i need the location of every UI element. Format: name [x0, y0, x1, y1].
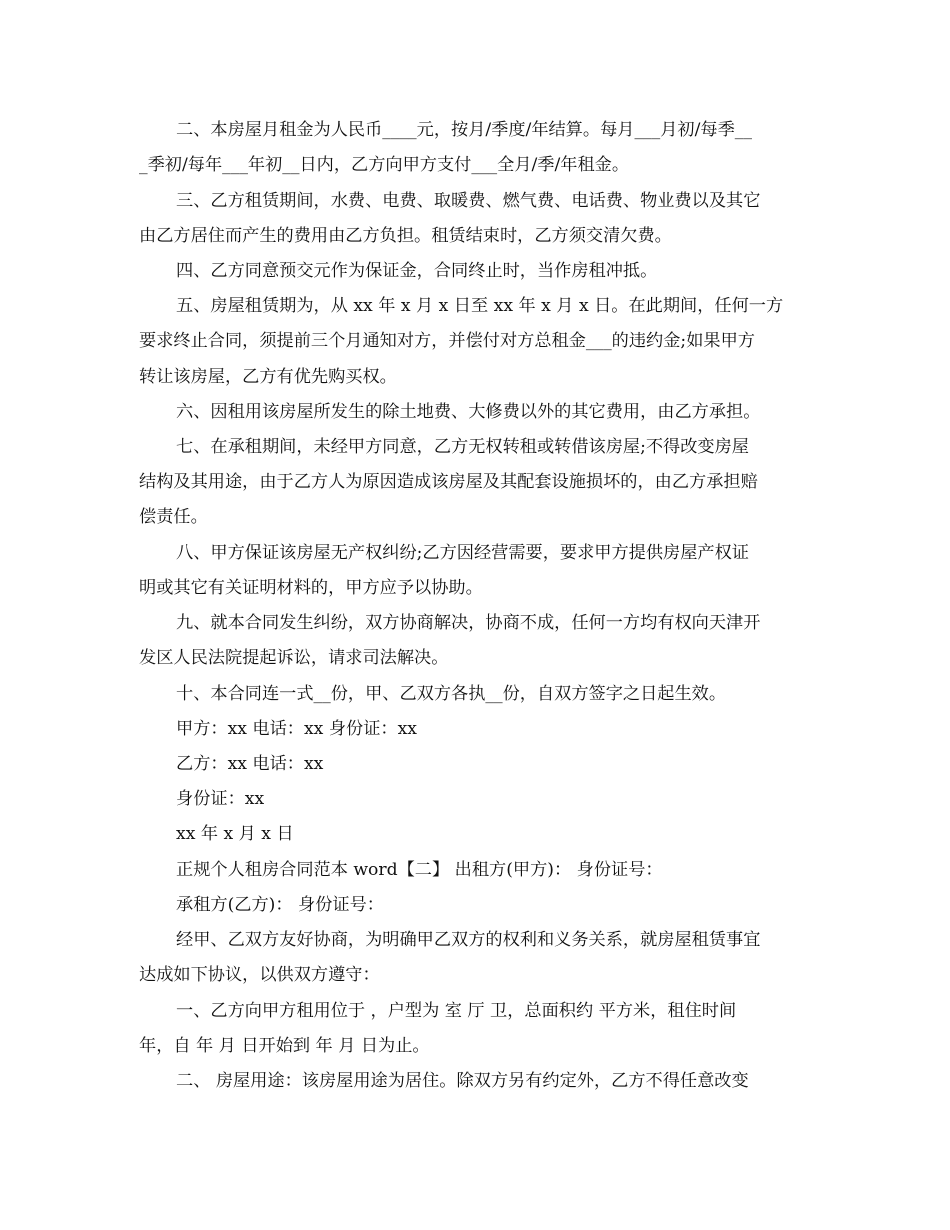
text-line-26: 一、乙方向甲方租用位于 ，户型为 室 厅 卫，总面积约 平方米，租住时间 [176, 1001, 737, 1021]
text-line-11: 结构及其用途，由于乙方人为原因造成该房屋及其配套设施损坏的，由乙方承担赔 [139, 472, 758, 492]
text-line-15: 九、就本合同发生纠纷，双方协商解决，协商不成，任何一方均有权向天津开 [176, 613, 761, 633]
text-line-3: 三、乙方租赁期间，水费、电费、取暖费、燃气费、电话费、物业费以及其它 [176, 191, 761, 211]
text-line-16: 发区人民法院提起诉讼，请求司法解决。 [139, 648, 449, 668]
text-line-27: 年，自 年 月 日开始到 年 月 日为止。 [139, 1036, 430, 1056]
text-line-25: 达成如下协议，以供双方遵守： [139, 965, 380, 985]
text-line-9: 六、因租用该房屋所发生的除土地费、大修费以外的其它费用，由乙方承担。 [176, 402, 761, 422]
text-line-12: 偿责任。 [139, 507, 208, 527]
text-line-7: 要求终止合同，须提前三个月通知对方，并偿付对方总租金___的违约金;如果甲方 [139, 331, 755, 351]
text-line-20: 身份证：xx [176, 789, 265, 809]
text-line-6: 五、房屋租赁期为，从 xx 年 x 月 x 日至 xx 年 x 月 x 日。在此期间，任何一方 [176, 296, 784, 316]
text-line-5: 四、乙方同意预交元作为保证金，合同终止时，当作房租冲抵。 [176, 261, 658, 281]
text-line-23: 承租方(乙方)： 身份证号： [176, 895, 384, 915]
text-line-10: 七、在承租期间，未经甲方同意，乙方无权转租或转借该房屋;不得改变房屋 [176, 437, 749, 457]
text-line-14: 明或其它有关证明材料的，甲方应予以协助。 [139, 578, 483, 598]
text-line-13: 八、甲方保证该房屋无产权纠纷;乙方因经营需要，要求甲方提供房屋产权证 [176, 543, 749, 563]
text-line-22: 正规个人租房合同范本 word【二】 出租方(甲方)： 身份证号： [176, 860, 663, 880]
text-line-28: 二、 房屋用途：该房屋用途为居住。除双方另有约定外，乙方不得任意改变 [176, 1071, 749, 1091]
text-line-1: 二、本房屋月租金为人民币____元，按月/季度/年结算。每月___月初/每季__ [176, 120, 752, 140]
text-line-8: 转让该房屋，乙方有优先购买权。 [139, 367, 397, 387]
text-line-24: 经甲、乙双方友好协商，为明确甲乙双方的权利和义务关系，就房屋租赁事宜 [176, 930, 761, 950]
text-line-19: 乙方：xx 电话：xx [176, 754, 324, 774]
text-line-2: _季初/每年___年初__日内，乙方向甲方支付___全月/季/年租金。 [139, 155, 630, 175]
text-line-4: 由乙方居住而产生的费用由乙方负担。租赁结束时，乙方须交清欠费。 [139, 226, 672, 246]
text-line-18: 甲方：xx 电话：xx 身份证：xx [176, 719, 417, 739]
text-line-17: 十、本合同连一式__份，甲、乙双方各执__份，自双方签字之日起生效。 [176, 684, 727, 704]
text-line-21: xx 年 x 月 x 日 [176, 824, 294, 844]
